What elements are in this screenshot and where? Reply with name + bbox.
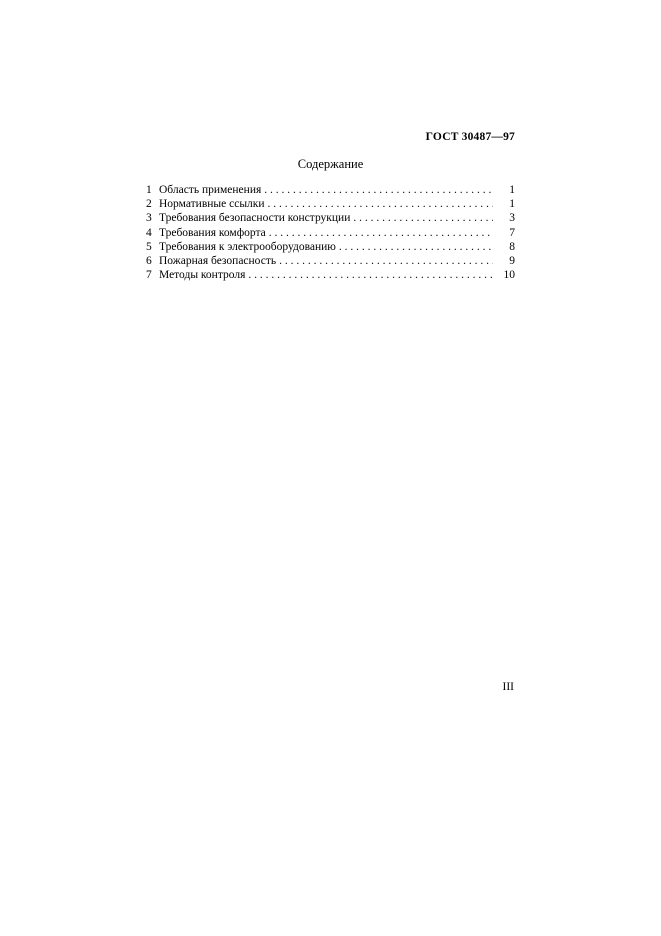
toc-entry-number: 1 [146, 184, 152, 196]
toc-entry-label: Требования к электрооборудованию [159, 240, 339, 254]
toc-entry-page: 10 [503, 269, 515, 282]
toc-leader-dots [264, 183, 493, 197]
toc-leader-dots [353, 211, 493, 225]
toc-entry-1[interactable] [146, 183, 515, 197]
document-code: ГОСТ 30487—97 [425, 131, 515, 143]
toc-entry-2[interactable] [146, 197, 515, 211]
toc-entry-page: 9 [509, 254, 515, 267]
toc-entry-page: 1 [509, 198, 515, 211]
toc-entry-5[interactable] [146, 240, 515, 254]
toc-entry-6[interactable] [146, 254, 515, 268]
toc-leader-dots [279, 254, 493, 268]
table-of-contents [146, 183, 515, 282]
toc-entry-4[interactable] [146, 226, 515, 240]
toc-title: Содержание [297, 157, 364, 171]
toc-entry-label: Требования безопасности конструкции [159, 211, 353, 225]
toc-leader-dots [248, 268, 493, 282]
toc-entry-7[interactable] [146, 268, 515, 282]
toc-leader-dots [269, 226, 493, 240]
toc-entry-number: 4 [146, 226, 152, 239]
toc-entry-number: 7 [146, 269, 152, 282]
toc-entry-number: 2 [146, 198, 152, 211]
toc-entry-page: 7 [509, 226, 515, 239]
toc-entry-page: 8 [509, 240, 515, 253]
toc-entry-number: 5 [146, 240, 152, 253]
toc-entry-label: Нормативные ссылки [159, 197, 268, 211]
toc-entry-number: 3 [146, 212, 152, 225]
toc-entry-label: Требования комфорта [159, 226, 269, 240]
toc-entry-page: 1 [509, 184, 515, 196]
page-number: III [502, 681, 514, 693]
toc-entry-page: 3 [509, 212, 515, 225]
toc-entry-label: Методы контроля [159, 268, 248, 282]
toc-leader-dots [339, 240, 493, 254]
toc-entry-label: Область применения [159, 183, 264, 197]
toc-entry-number: 6 [146, 254, 152, 267]
toc-entry-3[interactable] [146, 211, 515, 225]
toc-leader-dots [268, 197, 493, 211]
toc-entry-label: Пожарная безопасность [159, 254, 279, 268]
